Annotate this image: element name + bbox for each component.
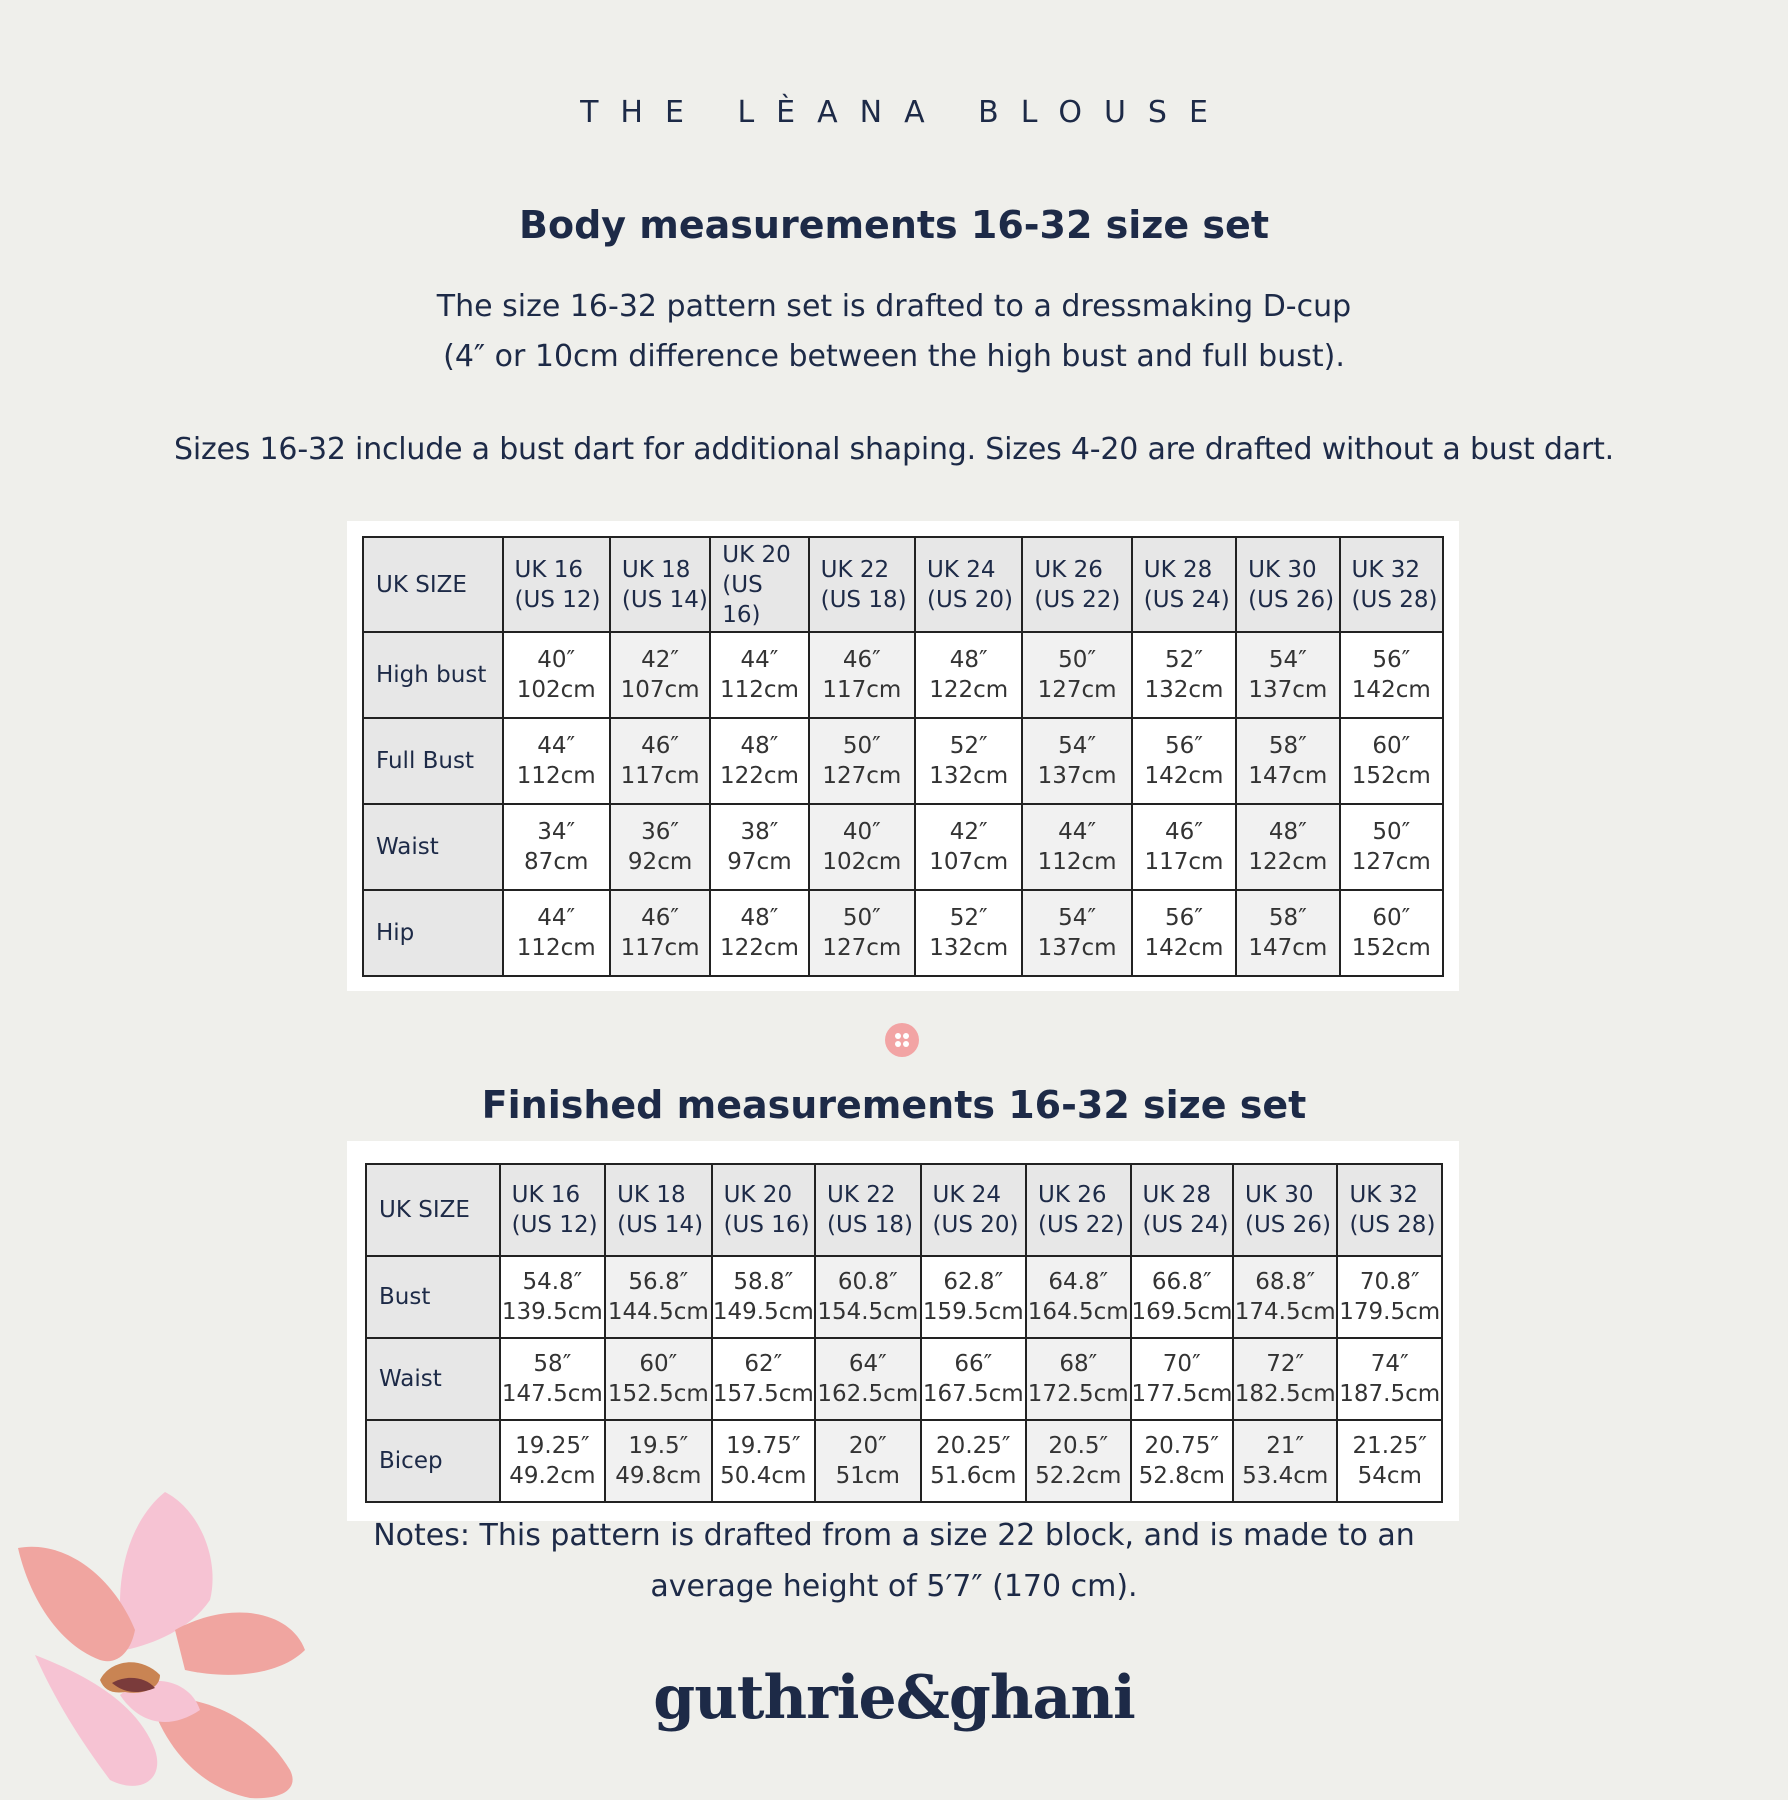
measurement-cell — [1131, 1256, 1233, 1338]
measurement-cell — [921, 1256, 1026, 1338]
row-label: Bicep — [366, 1420, 500, 1502]
measurement-cell — [605, 1338, 711, 1420]
cm-value: 149.5cm — [712, 1299, 814, 1325]
cm-value: 102cm — [822, 849, 902, 875]
notes-line-1: Notes: This pattern is drafted from a size 22 block, and is made to an — [373, 1518, 1415, 1553]
cm-value: 167.5cm — [922, 1381, 1024, 1407]
row-label: Waist — [363, 804, 503, 890]
cm-value: 132cm — [929, 763, 1009, 789]
size-column-header — [1236, 537, 1339, 632]
uk-size-label: UK 16 — [511, 1182, 581, 1208]
inches-value: 50″ — [1058, 647, 1097, 673]
uk-size-label: UK 28 — [1142, 1182, 1211, 1208]
size-column-header — [605, 1164, 711, 1256]
size-column-header — [809, 537, 915, 632]
cm-value: 162.5cm — [817, 1381, 919, 1407]
table-row — [366, 1338, 1442, 1420]
table-header-row — [363, 537, 1443, 632]
measurement-cell — [503, 632, 610, 718]
measurement-cell — [1026, 1420, 1130, 1502]
us-size-label: (US 22) — [1038, 1212, 1124, 1238]
inches-value: 56″ — [1372, 647, 1411, 673]
size-column-header — [1340, 537, 1443, 632]
cm-value: 187.5cm — [1339, 1381, 1441, 1407]
measurement-cell — [710, 890, 808, 976]
table-row — [363, 718, 1443, 804]
cm-value: 172.5cm — [1027, 1381, 1129, 1407]
inches-value: 52″ — [949, 733, 988, 759]
us-size-label: (US 28) — [1351, 586, 1438, 613]
cm-value: 182.5cm — [1234, 1381, 1336, 1407]
inches-value: 54.8″ — [522, 1269, 583, 1295]
inches-value: 48″ — [740, 733, 779, 759]
inches-value: 62″ — [744, 1351, 783, 1377]
us-size-label: (US 20) — [927, 586, 1013, 613]
uk-size-label: UK 22 — [820, 556, 890, 583]
cm-value: 122cm — [719, 935, 799, 961]
measurement-cell — [1131, 1338, 1233, 1420]
measurement-cell — [809, 718, 915, 804]
inches-value: 21″ — [1266, 1433, 1305, 1459]
cm-value: 132cm — [929, 935, 1009, 961]
us-size-label: (US 26) — [1248, 586, 1335, 613]
cm-value: 142cm — [1351, 677, 1431, 703]
cm-value: 117cm — [620, 935, 700, 961]
measurement-cell — [1340, 632, 1443, 718]
row-label: High bust — [363, 632, 503, 718]
cm-value: 157.5cm — [712, 1381, 814, 1407]
uk-size-label: UK 20 — [723, 1182, 793, 1208]
cm-value: 139.5cm — [501, 1299, 603, 1325]
row-label: Full Bust — [363, 718, 503, 804]
uk-size-label: UK 24 — [932, 1182, 1002, 1208]
table-header-row — [366, 1164, 1442, 1256]
uk-size-header: UK SIZE — [366, 1164, 500, 1256]
cm-value: 107cm — [929, 849, 1009, 875]
us-size-label: (US 26) — [1244, 1212, 1331, 1238]
inches-value: 52″ — [949, 905, 988, 931]
cm-value: 112cm — [516, 935, 596, 961]
inches-value: 44″ — [537, 905, 576, 931]
inches-value: 66.8″ — [1151, 1269, 1212, 1295]
inches-value: 50″ — [842, 733, 881, 759]
inches-value: 54″ — [1058, 733, 1097, 759]
cm-value: 50.4cm — [720, 1463, 807, 1489]
cm-value: 49.8cm — [615, 1463, 702, 1489]
table-row — [366, 1256, 1442, 1338]
cm-value: 152cm — [1351, 763, 1431, 789]
cm-value: 117cm — [1144, 849, 1224, 875]
size-column-header — [1233, 1164, 1337, 1256]
inches-value: 58″ — [533, 1351, 572, 1377]
inches-value: 62.8″ — [943, 1269, 1004, 1295]
measurement-cell — [1337, 1420, 1442, 1502]
cm-value: 54cm — [1357, 1463, 1422, 1489]
measurement-cell — [815, 1256, 920, 1338]
cm-value: 152cm — [1351, 935, 1431, 961]
measurement-cell — [1026, 1338, 1130, 1420]
brand-logo: guthrie&ghani — [653, 1663, 1135, 1733]
size-column-header — [921, 1164, 1026, 1256]
inches-value: 36″ — [641, 819, 680, 845]
measurement-cell — [1026, 1256, 1130, 1338]
inches-value: 66″ — [954, 1351, 993, 1377]
measurement-cell — [610, 718, 710, 804]
inches-value: 38″ — [740, 819, 779, 845]
cm-value: 142cm — [1144, 763, 1224, 789]
cm-value: 127cm — [822, 935, 902, 961]
cm-value: 117cm — [620, 763, 700, 789]
cm-value: 164.5cm — [1027, 1299, 1129, 1325]
us-size-label: (US 24) — [1143, 586, 1230, 613]
us-size-label: (US 16) — [723, 1212, 810, 1238]
inches-value: 48″ — [740, 905, 779, 931]
inches-value: 48″ — [949, 647, 988, 673]
measurement-cell — [815, 1420, 920, 1502]
uk-size-label: UK 16 — [514, 556, 584, 583]
inches-value: 50″ — [842, 905, 881, 931]
cm-value: 97cm — [727, 849, 792, 875]
measurement-cell — [1022, 890, 1131, 976]
measurement-cell — [710, 804, 808, 890]
measurement-cell — [809, 632, 915, 718]
uk-size-label: UK 20 — [722, 541, 791, 568]
cm-value: 152.5cm — [607, 1381, 709, 1407]
size-column-header — [610, 537, 710, 632]
cm-value: 169.5cm — [1131, 1299, 1233, 1325]
size-column-header — [712, 1164, 815, 1256]
size-column-header — [1026, 1164, 1130, 1256]
measurement-cell — [921, 1338, 1026, 1420]
measurement-cell — [605, 1256, 711, 1338]
inches-value: 56″ — [1165, 733, 1203, 759]
us-size-label: (US 28) — [1349, 1212, 1436, 1238]
cm-value: 174.5cm — [1234, 1299, 1336, 1325]
measurement-cell — [809, 804, 915, 890]
cm-value: 122cm — [1248, 849, 1328, 875]
us-size-label: (US 18) — [820, 586, 907, 613]
cm-value: 137cm — [1037, 935, 1117, 961]
intro-line-1: The size 16-32 pattern set is drafted to a dressmaking D-cup — [436, 289, 1352, 324]
finished-measurements-heading: Finished measurements 16-32 size set — [481, 1083, 1307, 1127]
measurement-cell — [1132, 804, 1236, 890]
measurement-cell — [1236, 804, 1339, 890]
measurement-cell — [1337, 1256, 1442, 1338]
size-column-header — [710, 537, 808, 632]
uk-size-label: UK 26 — [1034, 556, 1103, 583]
cm-value: 122cm — [929, 677, 1009, 703]
inches-value: 46″ — [641, 905, 680, 931]
cm-value: 112cm — [1037, 849, 1117, 875]
page-title: THE LÈANA BLOUSE — [580, 95, 1230, 130]
inches-value: 19.5″ — [628, 1433, 689, 1459]
measurement-cell — [1340, 718, 1443, 804]
measurement-cell — [1022, 718, 1131, 804]
size-column-header — [503, 537, 610, 632]
measurement-cell — [712, 1338, 815, 1420]
us-size-label: (US 24) — [1142, 1212, 1229, 1238]
cm-value: 107cm — [620, 677, 700, 703]
measurement-cell — [1233, 1256, 1337, 1338]
uk-size-label: UK 30 — [1244, 1182, 1314, 1208]
cm-value: 132cm — [1144, 677, 1224, 703]
us-size-label: (US 14) — [617, 1212, 704, 1238]
cm-value: 102cm — [516, 677, 596, 703]
measurement-cell — [1022, 632, 1131, 718]
measurement-cell — [1233, 1338, 1337, 1420]
inches-value: 60.8″ — [837, 1269, 898, 1295]
finished-measurements-table — [365, 1163, 1443, 1503]
cm-value: 127cm — [822, 763, 902, 789]
measurement-cell — [1132, 890, 1236, 976]
measurement-cell — [921, 1420, 1026, 1502]
measurement-cell — [915, 632, 1022, 718]
measurement-cell — [500, 1338, 605, 1420]
inches-value: 72″ — [1266, 1351, 1305, 1377]
inches-value: 46″ — [1165, 819, 1203, 845]
inches-value: 20.75″ — [1144, 1433, 1219, 1459]
measurement-cell — [1132, 632, 1236, 718]
measurement-cell — [605, 1420, 711, 1502]
inches-value: 74″ — [1370, 1351, 1409, 1377]
inches-value: 40″ — [842, 819, 881, 845]
measurement-cell — [1233, 1420, 1337, 1502]
uk-size-label: UK 32 — [1349, 1182, 1418, 1208]
measurement-cell — [1022, 804, 1131, 890]
cm-value: 137cm — [1037, 763, 1117, 789]
measurement-cell — [915, 804, 1022, 890]
inches-value: 21.25″ — [1352, 1433, 1427, 1459]
intro-paragraph — [0, 282, 1788, 382]
size-column-header — [1131, 1164, 1233, 1256]
cm-value: 144.5cm — [607, 1299, 709, 1325]
uk-size-label: UK 32 — [1351, 556, 1421, 583]
size-column-header — [1132, 537, 1236, 632]
measurement-cell — [503, 804, 610, 890]
inches-value: 64″ — [848, 1351, 887, 1377]
measurement-cell — [1236, 632, 1339, 718]
uk-size-label: UK 24 — [927, 556, 996, 583]
measurement-cell — [503, 718, 610, 804]
measurement-cell — [500, 1256, 605, 1338]
inches-value: 68.8″ — [1255, 1269, 1316, 1295]
table-row — [363, 632, 1443, 718]
row-label: Waist — [366, 1338, 500, 1420]
inches-value: 70″ — [1162, 1351, 1201, 1377]
inches-value: 44″ — [740, 647, 779, 673]
uk-size-header: UK SIZE — [363, 537, 503, 632]
inches-value: 19.75″ — [726, 1433, 801, 1459]
intro-line-2: (4″ or 10cm difference between the high bust and full bust). — [443, 339, 1345, 374]
body-measurements-table — [362, 536, 1444, 977]
inches-value: 42″ — [949, 819, 988, 845]
cm-value: 92cm — [627, 849, 693, 875]
inches-value: 20.5″ — [1048, 1433, 1109, 1459]
inches-value: 40″ — [537, 647, 576, 673]
measurement-cell — [815, 1338, 920, 1420]
cm-value: 159.5cm — [922, 1299, 1024, 1325]
body-measurements-heading: Body measurements 16-32 size set — [519, 203, 1269, 247]
table-row — [366, 1420, 1442, 1502]
measurement-cell — [712, 1256, 815, 1338]
measurement-cell — [500, 1420, 605, 1502]
inches-value: 54″ — [1058, 905, 1097, 931]
measurement-cell — [712, 1420, 815, 1502]
uk-size-label: UK 18 — [621, 556, 691, 583]
cm-value: 51cm — [835, 1463, 900, 1489]
inches-value: 19.25″ — [515, 1433, 590, 1459]
measurement-cell — [915, 718, 1022, 804]
cm-value: 147cm — [1248, 935, 1328, 961]
table-row — [363, 890, 1443, 976]
cm-value: 87cm — [524, 849, 589, 875]
cm-value: 52.2cm — [1035, 1463, 1122, 1489]
cm-value: 117cm — [822, 677, 902, 703]
cm-value: 137cm — [1248, 677, 1328, 703]
size-column-header — [915, 537, 1022, 632]
measurement-cell — [610, 804, 710, 890]
us-size-label: (US 16) — [722, 571, 763, 628]
cm-value: 52.8cm — [1138, 1463, 1225, 1489]
measurement-cell — [1337, 1338, 1442, 1420]
uk-size-label: UK 30 — [1248, 556, 1317, 583]
inches-value: 20″ — [848, 1433, 887, 1459]
measurement-cell — [610, 632, 710, 718]
finished-measurements-card — [347, 1141, 1459, 1521]
inches-value: 48″ — [1268, 819, 1307, 845]
inches-value: 52″ — [1165, 647, 1203, 673]
cm-value: 147.5cm — [501, 1381, 603, 1407]
inches-value: 58″ — [1268, 733, 1307, 759]
inches-value: 42″ — [641, 647, 680, 673]
inches-value: 44″ — [537, 733, 576, 759]
intro-line-3: Sizes 16-32 include a bust dart for additional shaping. Sizes 4-20 are drafted without a bust dart. — [174, 432, 1614, 467]
uk-size-label: UK 26 — [1038, 1182, 1107, 1208]
uk-size-label: UK 22 — [827, 1182, 896, 1208]
inches-value: 60″ — [639, 1351, 678, 1377]
inches-value: 68″ — [1059, 1351, 1098, 1377]
measurement-cell — [1340, 804, 1443, 890]
us-size-label: (US 12) — [514, 586, 601, 613]
cm-value: 177.5cm — [1131, 1381, 1233, 1407]
size-column-header — [500, 1164, 605, 1256]
measurement-cell — [610, 890, 710, 976]
cm-value: 112cm — [516, 763, 596, 789]
row-label: Bust — [366, 1256, 500, 1338]
row-label: Hip — [363, 890, 503, 976]
us-size-label: (US 12) — [511, 1212, 598, 1238]
measurement-cell — [1340, 890, 1443, 976]
cm-value: 142cm — [1144, 935, 1224, 961]
table-row — [363, 804, 1443, 890]
inches-value: 34″ — [537, 819, 576, 845]
inches-value: 56.8″ — [628, 1269, 689, 1295]
measurement-cell — [915, 890, 1022, 976]
measurement-cell — [710, 718, 808, 804]
inches-value: 60″ — [1372, 905, 1411, 931]
inches-value: 54″ — [1268, 647, 1307, 673]
cm-value: 179.5cm — [1339, 1299, 1441, 1325]
inches-value: 50″ — [1372, 819, 1411, 845]
cm-value: 147cm — [1248, 763, 1328, 789]
cm-value: 53.4cm — [1242, 1463, 1329, 1489]
us-size-label: (US 20) — [932, 1212, 1019, 1238]
inches-value: 56″ — [1165, 905, 1203, 931]
measurement-cell — [1236, 718, 1339, 804]
button-icon — [884, 1022, 920, 1058]
inches-value: 60″ — [1372, 733, 1411, 759]
inches-value: 64.8″ — [1048, 1269, 1109, 1295]
cm-value: 154.5cm — [817, 1299, 919, 1325]
inches-value: 58″ — [1268, 905, 1307, 931]
us-size-label: (US 22) — [1034, 586, 1121, 613]
size-column-header — [1022, 537, 1131, 632]
uk-size-label: UK 18 — [617, 1182, 686, 1208]
cm-value: 51.6cm — [930, 1463, 1017, 1489]
cm-value: 127cm — [1037, 677, 1117, 703]
measurement-cell — [710, 632, 808, 718]
us-size-label: (US 18) — [827, 1212, 914, 1238]
uk-size-label: UK 28 — [1143, 556, 1213, 583]
cm-value: 112cm — [719, 677, 799, 703]
measurement-cell — [809, 890, 915, 976]
measurement-cell — [503, 890, 610, 976]
us-size-label: (US 14) — [621, 586, 708, 613]
cm-value: 49.2cm — [509, 1463, 596, 1489]
cm-value: 127cm — [1351, 849, 1431, 875]
inches-value: 46″ — [842, 647, 881, 673]
body-measurements-card — [347, 521, 1459, 991]
cm-value: 122cm — [719, 763, 799, 789]
measurement-cell — [1131, 1420, 1233, 1502]
inches-value: 70.8″ — [1359, 1269, 1420, 1295]
inches-value: 46″ — [641, 733, 680, 759]
inches-value: 20.25″ — [936, 1433, 1011, 1459]
inches-value: 58.8″ — [733, 1269, 794, 1295]
measurement-cell — [1236, 890, 1339, 976]
notes-line-2: average height of 5′7″ (170 cm). — [650, 1569, 1138, 1604]
inches-value: 44″ — [1058, 819, 1097, 845]
size-column-header — [1337, 1164, 1442, 1256]
measurement-cell — [1132, 718, 1236, 804]
size-column-header — [815, 1164, 920, 1256]
flower-illustration — [0, 1480, 360, 1800]
